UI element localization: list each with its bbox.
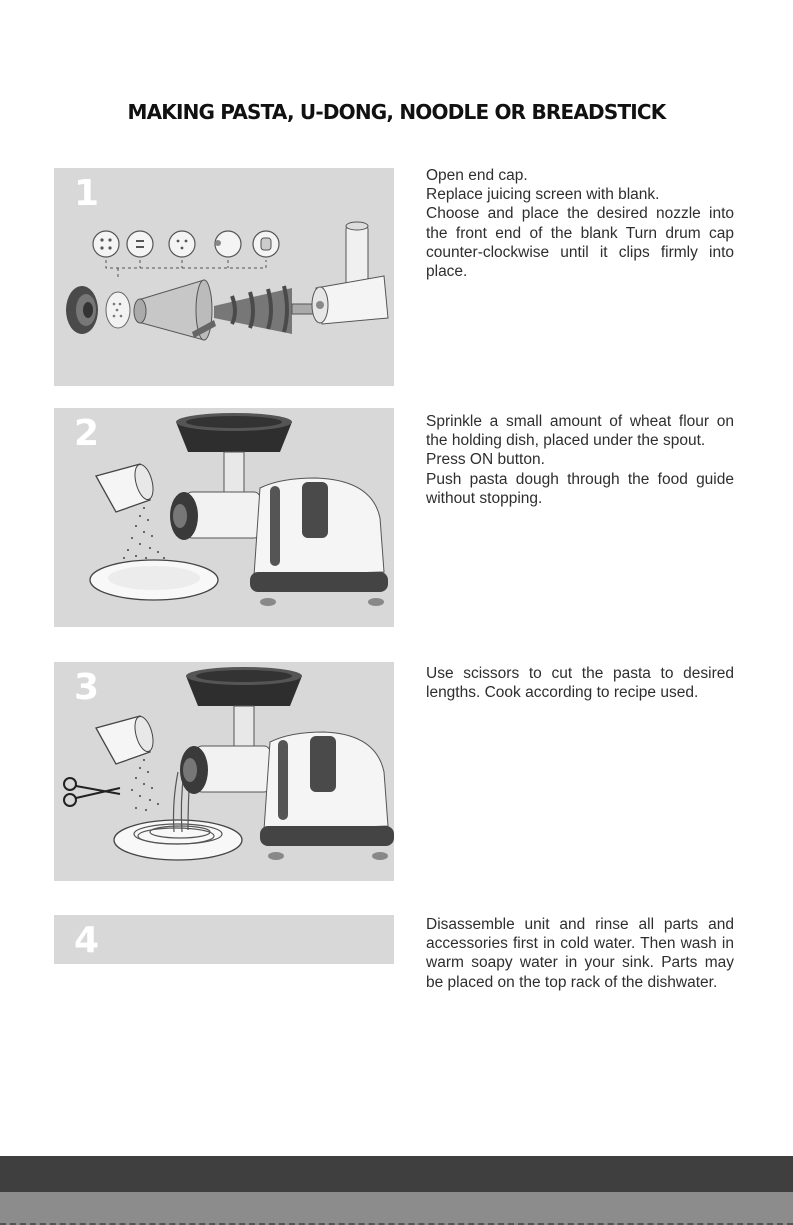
- step-2-line-2: Press ON button.: [426, 451, 545, 469]
- step-1-illustration: [54, 168, 394, 386]
- step-2-line-3: Push pasta dough through the food guide without stopping.: [426, 470, 734, 507]
- step-4-header: [54, 915, 394, 964]
- step-4-line-1: Disassemble unit and rinse all parts and accessories first in cold water. Then wash in warm soapy water in your sink. Parts may be placed on the top rack of the dishwater.: [426, 916, 734, 991]
- step-2-line-1: Sprinkle a small amount of wheat flour on the holding dish, placed under the spout.: [426, 413, 734, 450]
- step-3-line-1: Use scissors to cut the pasta to desired lengths. Cook according to recipe used.: [426, 665, 734, 702]
- step-3-text: [426, 664, 734, 702]
- step-4-number: 4: [74, 920, 100, 961]
- footer-bar-light: [0, 1192, 793, 1225]
- step-3-number: 3: [74, 667, 100, 708]
- step-1-number: 1: [74, 173, 100, 214]
- step-2-illustration: [54, 408, 394, 627]
- juicer-parts-exploded-icon: [54, 168, 394, 386]
- juicer-pasta-scissors-icon: [54, 662, 394, 881]
- juicer-flour-dish-icon: [54, 408, 394, 627]
- step-2-text: [426, 412, 734, 508]
- step-4-text: [426, 915, 734, 992]
- step-1-line-3: Choose and place the desired nozzle into the front end of the blank Turn drum cap counter-clockwise until it clips firmly into place.: [426, 205, 734, 281]
- step-3-illustration: [54, 662, 394, 881]
- step-1-text: [426, 166, 734, 281]
- step-1-line-2: Replace juicing screen with blank.: [426, 186, 660, 204]
- footer-bar-dark: [0, 1156, 793, 1192]
- step-2-number: 2: [74, 413, 100, 454]
- step-1-line-1: Open end cap.: [426, 167, 528, 184]
- page-title: MAKING PASTA, U-DONG, NOODLE OR BREADSTICK: [127, 100, 666, 124]
